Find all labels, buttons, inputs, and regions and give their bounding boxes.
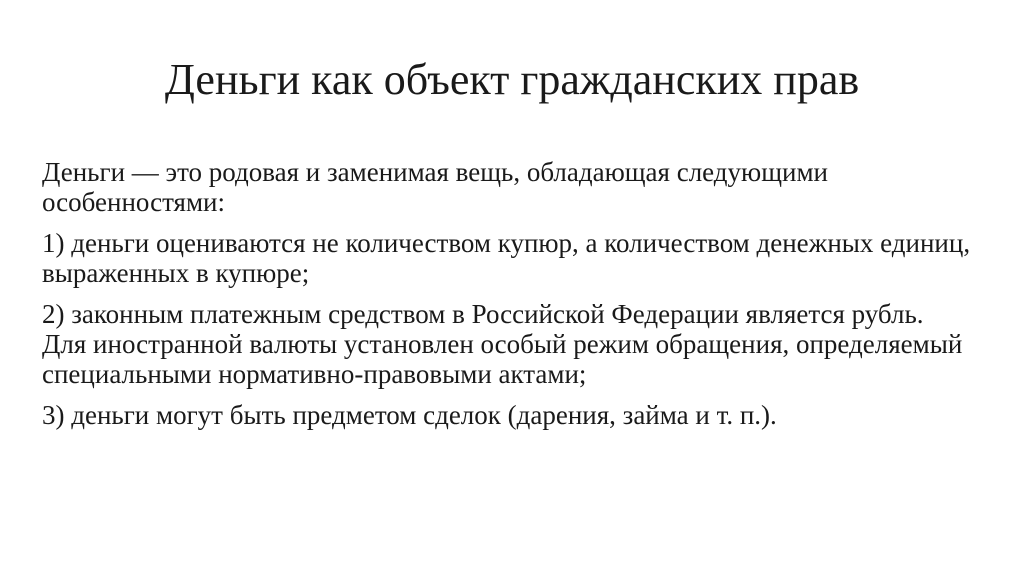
slide-title: Деньги как объект гражданских прав xyxy=(164,55,860,104)
intro-paragraph: Деньги — это родовая и заменимая вещь, обладающая следующими особенностями: xyxy=(42,157,828,217)
list-item-2: 2) законным платежным средством в Российской Федерации является рубль. Для иностранной валюты установлен особый режим обращения, определяемый специальными нормативно-правовыми актами; xyxy=(42,299,963,389)
slide-body xyxy=(42,157,972,441)
list-item-3: 3) деньги могут быть предметом сделок (дарения, займа и т. п.). xyxy=(42,400,777,430)
list-item-1: 1) деньги оцениваются не количеством купюр, а количеством денежных единиц, выраженных в купюре; xyxy=(42,228,971,288)
